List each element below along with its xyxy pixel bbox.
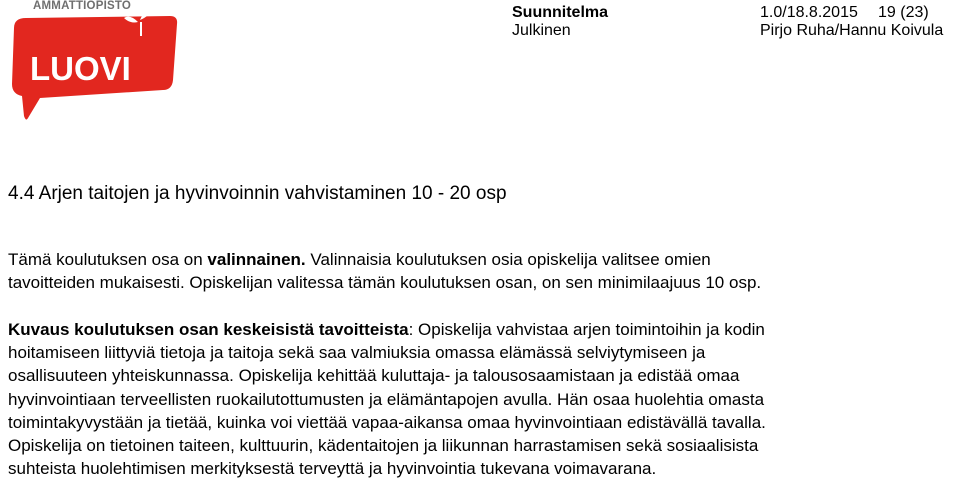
paragraph-description (8, 318, 766, 480)
paragraph-description-line-2: hoitamiseen liittyviä tietoja ja taitoja sekä saa valmiuksia omassa elämässä selviytymiseen ja (8, 343, 706, 363)
logo (0, 0, 185, 125)
document-version: 1.0/18.8.2015 (760, 4, 858, 21)
luovi-logo-mark (0, 0, 185, 125)
document-classification: Julkinen (512, 22, 571, 39)
paragraph-description-line-1: Kuvaus koulutuksen osan keskeisistä tavoitteista: Opiskelija vahvistaa arjen toimintoihin ja kodin (8, 320, 765, 339)
paragraph-description-line-5: toimintakyvystään ja tietää, kuinka voi viettää vapaa-aikansa omaa hyvinvointiaan edistävällä tavalla. (8, 412, 766, 432)
paragraph-intro (8, 248, 761, 294)
paragraph-intro-line-1: Tämä koulutuksen osa on valinnainen. Valinnaisia koulutuksen osia opiskelija valitsee omien (8, 250, 711, 269)
elective-emphasis: valinnainen. (207, 250, 306, 269)
paragraph-description-line-4: hyvinvointiaan terveellisten ruokailutottumusten ja elämäntapojen avulla. Hän osaa huolehtia omasta (8, 389, 765, 409)
page-number: 19 (23) (878, 4, 929, 21)
paragraph-intro-line-2: tavoitteiden mukaisesti. Opiskelijan valitessa tämän koulutuksen osan, on sen minimilaajuus 10 osp. (8, 273, 762, 293)
document-authors: Pirjo Ruha/Hannu Koivula (760, 22, 944, 39)
description-label: Kuvaus koulutuksen osan keskeisistä tavoitteista (8, 320, 409, 339)
logo-org-name: LUOVI (30, 50, 131, 87)
paragraph-description-line-7: suhteista huolehtimisen merkityksestä terveyttä ja hyvinvointia tukevana voimavarana. (8, 459, 657, 479)
paragraph-description-line-3: osallisuuteen yhteiskunnassa. Opiskelija kehittää kuluttaja- ja talousosaamistaan ja edistää omaa (8, 366, 740, 386)
logo-org-small: AMMATTIOPISTO (33, 0, 132, 12)
document-type: Suunnitelma (512, 4, 609, 21)
section-heading: 4.4 Arjen taitojen ja hyvinvoinnin vahvistaminen 10 - 20 osp (8, 183, 507, 204)
paragraph-description-line-6: Opiskelija on tietoinen taiteen, kulttuurin, kädentaitojen ja liikunnan harrastamisen sekä sosiaalisista (8, 436, 759, 456)
